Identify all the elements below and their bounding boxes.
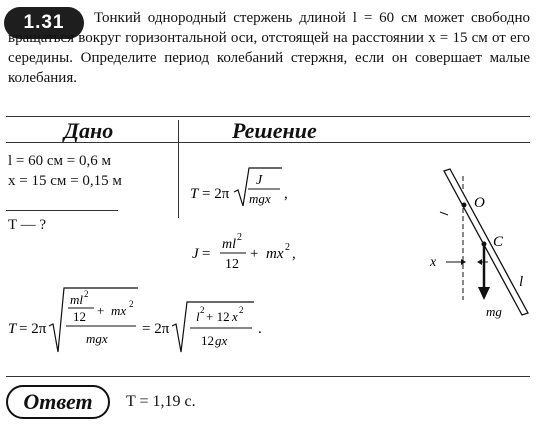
label-l: l bbox=[519, 274, 524, 290]
solution-heading: Решение bbox=[232, 118, 317, 143]
svg-text:2: 2 bbox=[237, 232, 242, 243]
svg-text:12: 12 bbox=[225, 257, 239, 272]
svg-text:+: + bbox=[97, 303, 105, 318]
result-formula bbox=[8, 288, 262, 352]
svg-text:2: 2 bbox=[285, 242, 290, 253]
svg-text:+ 12: + 12 bbox=[206, 309, 230, 324]
svg-text:2: 2 bbox=[129, 299, 134, 309]
answer-value: T = 1,19 с. bbox=[126, 393, 196, 410]
svg-text:ml: ml bbox=[70, 292, 83, 307]
label-C: C bbox=[493, 234, 504, 250]
svg-text:.: . bbox=[258, 321, 262, 337]
svg-text:mx: mx bbox=[111, 303, 127, 318]
svg-text:= 2π: = 2π bbox=[19, 321, 47, 337]
svg-text:ml: ml bbox=[222, 237, 236, 252]
svg-text:T: T bbox=[8, 321, 17, 337]
svg-text:12: 12 bbox=[201, 333, 214, 348]
svg-text:gx: gx bbox=[215, 333, 228, 348]
answer-label: Ответ bbox=[6, 385, 110, 419]
svg-text:= 2π: = 2π bbox=[142, 321, 170, 337]
period-formula bbox=[190, 168, 288, 206]
svg-text:mgx: mgx bbox=[249, 191, 271, 206]
given-length: l = 60 см = 0,6 м bbox=[8, 153, 111, 169]
svg-text:l: l bbox=[196, 309, 200, 324]
svg-text:,: , bbox=[292, 246, 296, 262]
svg-text:mx: mx bbox=[266, 246, 284, 262]
problem-statement: Тонкий однородный стержень длиной l = 60 см может свободно вращаться вокруг горизонтальной оси, отстоящей на расстоянии x = 15 см от его середины. Определите период колебаний стержня, если он совершает малые колебания. bbox=[8, 10, 530, 86]
svg-text:x: x bbox=[232, 309, 238, 324]
svg-text:J: J bbox=[256, 173, 263, 188]
label-x: x bbox=[430, 255, 437, 270]
svg-text:mgx: mgx bbox=[86, 331, 108, 346]
svg-text:2: 2 bbox=[239, 305, 244, 315]
given-distance: x = 15 см = 0,15 м bbox=[8, 173, 122, 189]
svg-text:12: 12 bbox=[73, 309, 86, 324]
given-find: T — ? bbox=[8, 217, 47, 233]
svg-text:2: 2 bbox=[200, 305, 205, 315]
svg-text:T: T bbox=[190, 186, 199, 202]
given-heading: Дано bbox=[64, 118, 114, 143]
inertia-formula bbox=[192, 232, 296, 272]
rod-figure bbox=[429, 169, 528, 319]
svg-text:+: + bbox=[250, 246, 259, 262]
problem-number-badge: 1.31 bbox=[4, 7, 84, 39]
label-O: O bbox=[474, 195, 485, 211]
svg-text:J: J bbox=[192, 246, 199, 262]
svg-text:,: , bbox=[284, 186, 288, 202]
label-mg: mg bbox=[486, 304, 502, 319]
svg-text:=: = bbox=[202, 246, 211, 262]
svg-text:2: 2 bbox=[84, 289, 89, 299]
svg-text:= 2π: = 2π bbox=[202, 186, 230, 202]
